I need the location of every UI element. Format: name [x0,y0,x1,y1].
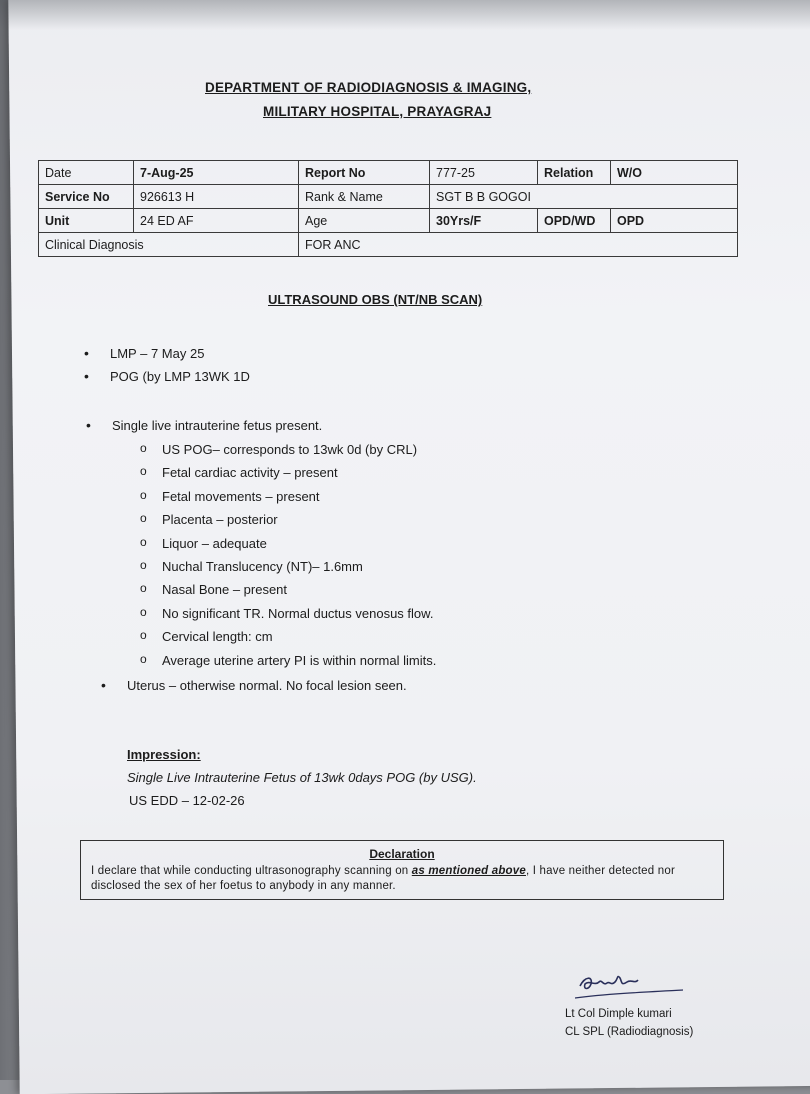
list-item: o Fetal cardiac activity – present [136,461,436,484]
rank-name-value: SGT B B GOGOI [430,185,738,209]
uterus-list [101,674,407,697]
relation-value: W/O [611,161,738,185]
list-item: o Nasal Bone – present [136,578,436,601]
table-row [39,161,738,185]
table-row [39,185,738,209]
unit-value: 24 ED AF [134,209,299,233]
table-row [39,233,738,257]
list-item: o Average uterine artery PI is within normal limits. [136,649,436,672]
declaration-heading: Declaration [369,847,435,861]
age-label: Age [299,209,430,233]
findings-main [86,414,322,437]
declaration-emphasis: as mentioned above [411,865,526,877]
patient-info-table [38,160,738,257]
service-no-label: Service No [39,185,134,209]
report-no-value: 777-25 [430,161,538,185]
impression-heading: Impression: [127,747,201,762]
table-row [39,209,738,233]
rank-name-label: Rank & Name [299,185,430,209]
list-item: o Cervical length: cm [136,625,436,648]
list-item: o No significant TR. Normal ductus venosus flow. [136,602,436,625]
hospital-heading: MILITARY HOSPITAL, PRAYAGRAJ [263,104,492,119]
clinical-diagnosis-value: FOR ANC [299,233,738,257]
report-title: ULTRASOUND OBS (NT/NB SCAN) [268,292,483,307]
opd-value: OPD [611,209,738,233]
opd-label: OPD/WD [538,209,611,233]
declaration-box [80,840,724,900]
lmp-item: • LMP – 7 May 25 [84,342,250,365]
date-label: Date [39,161,134,185]
list-item: o Liquor – adequate [136,532,436,555]
report-no-label: Report No [299,161,430,185]
service-no-value: 926613 H [134,185,299,209]
department-heading: DEPARTMENT OF RADIODIAGNOSIS & IMAGING, [205,80,532,95]
signatory-name: Lt Col Dimple kumari [565,1008,672,1020]
live-fetus-item: • Single live intrauterine fetus present. [86,414,322,437]
date-value: 7-Aug-25 [134,161,299,185]
declaration-text-end: , I have neither detected nor disclosed the sex of her foetus to anybody in any manner. [91,865,675,892]
impression-line: Single Live Intrauterine Fetus of 13wk 0days POG (by USG). [127,770,477,785]
declaration-text [91,864,713,894]
list-item: o US POG– corresponds to 13wk 0d (by CRL) [136,438,436,461]
clinical-diagnosis-label: Clinical Diagnosis [39,233,299,257]
list-item: o Fetal movements – present [136,485,436,508]
relation-label: Relation [538,161,611,185]
pog-item: • POG (by LMP 13WK 1D [84,365,250,388]
edd-line: US EDD – 12-02-26 [129,793,245,808]
list-item: o Nuchal Translucency (NT)– 1.6mm [136,555,436,578]
signature-icon [575,968,685,1008]
dates-list [84,342,250,388]
declaration-text-start: I declare that while conducting ultrasonography scanning on [91,865,412,877]
uterus-item: • Uterus – otherwise normal. No focal lesion seen. [101,674,407,697]
list-item: o Placenta – posterior [136,508,436,531]
unit-label: Unit [39,209,134,233]
findings-list [136,438,436,672]
age-value: 30Yrs/F [430,209,538,233]
signatory-designation: CL SPL (Radiodiagnosis) [565,1026,694,1038]
